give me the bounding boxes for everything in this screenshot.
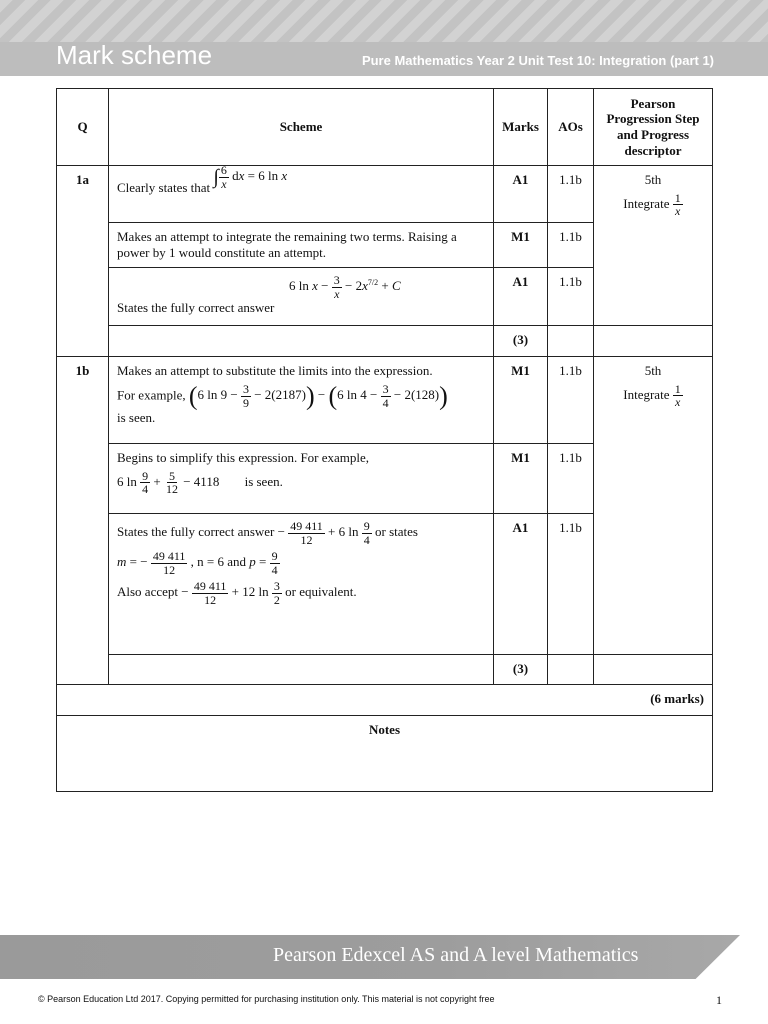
scheme-cell [109, 163, 494, 223]
scheme-text: , n = 6 and [190, 554, 246, 570]
copyright-notice: © Pearson Education Ltd 2017. Copying permitted for purchasing institution only. This material is not copyright free [38, 994, 495, 1004]
scheme-text: or equivalent. [285, 584, 357, 600]
header-q: Q [57, 89, 109, 166]
progression-cell [594, 166, 713, 326]
mark-cell: A1 [494, 268, 548, 326]
scheme-cell [109, 357, 494, 444]
mark-cell: A1 [494, 166, 548, 223]
scheme-text: is seen. [117, 409, 156, 425]
progression-descriptor: Integrate [623, 386, 670, 402]
scheme-text: For example, [117, 387, 186, 403]
ao-cell: 1.1b [548, 166, 594, 223]
page-title: Mark scheme [56, 40, 213, 70]
mark-cell: A1 [494, 514, 548, 655]
footer-brand: Pearson Edexcel AS and A level Mathematics [273, 944, 639, 966]
notes-heading: Notes [57, 716, 713, 792]
notes-row [57, 716, 713, 792]
header-scheme: Scheme [109, 89, 494, 166]
ao-cell: 1.1b [548, 268, 594, 326]
scheme-cell [109, 444, 494, 514]
scheme-text: Also accept [117, 584, 179, 600]
mark-cell: M1 [494, 223, 548, 268]
scheme-text: is seen. [244, 473, 283, 489]
question-label-1a: 1a [57, 166, 109, 357]
scheme-text: Clearly states that [117, 180, 211, 196]
header-pearson-descriptor: Pearson Progression Step and Progress descriptor [594, 89, 713, 166]
table-row [57, 166, 713, 223]
ao-cell: 1.1b [548, 223, 594, 268]
question-label-1b: 1b [57, 357, 109, 685]
subtotal-cell: (3) [494, 326, 548, 357]
scheme-cell [109, 514, 494, 655]
table-row [57, 685, 713, 716]
page-number: 1 [716, 993, 722, 1007]
header-marks: Marks [494, 89, 548, 166]
ao-cell: 1.1b [548, 514, 594, 655]
math-one-over-x: $\frac{1}{x}$ [674, 190, 681, 219]
scheme-text: States the fully correct answer [117, 524, 275, 540]
mark-scheme-table [56, 88, 713, 792]
math-final-answer: − $\frac{49 411}{12}$ + 6 ln $\frac{9}{4}$ [277, 519, 370, 547]
progression-cell [594, 357, 713, 655]
ao-cell: 1.1b [548, 444, 594, 514]
scheme-text: or states [375, 524, 418, 540]
mark-cell: M1 [494, 357, 548, 444]
math-one-over-x: $\frac{1}{x}$ [674, 381, 681, 410]
progression-step: 5th [644, 172, 662, 187]
math-answer-1a: 6 ln x − $\frac{3}{x}$ − $2x^{7/2} + C$ [289, 273, 401, 301]
scheme-text: Makes an attempt to integrate the remaining two terms. Raising a power by 1 would constitute an attempt. [109, 223, 494, 268]
table-row [57, 655, 713, 685]
math-m-p-values: m = − $\frac{49 411}{12}$ [117, 549, 186, 577]
header-aos: AOs [548, 89, 594, 166]
mark-cell: M1 [494, 444, 548, 514]
ao-cell: 1.1b [548, 357, 594, 444]
scheme-text: Makes an attempt to substitute the limits into the expression. [117, 363, 433, 378]
progression-descriptor: Integrate [623, 195, 670, 211]
scheme-text: Begins to simplify this expression. For example, [117, 450, 370, 465]
page-subtitle: Pure Mathematics Year 2 Unit Test 10: Integration (part 1) [361, 53, 714, 68]
math-p-value: p = $\frac{9}{4}$ [249, 549, 278, 577]
scheme-cell [109, 268, 494, 326]
table-row [57, 326, 713, 357]
math-substitution: (6 ln 9 − $\frac{3}{9}$ − 2(2187)) − (6 ln 4 − $\frac{3}{4}$ − 2(128)) [188, 381, 448, 411]
math-simplify: 6 ln $\frac{9}{4}$ + $\frac{5}{12}$ − 4118 [117, 468, 223, 497]
math-integral-6-over-x: ∫ $\frac{6}{x}$ dx = 6 ln x [213, 163, 288, 191]
table-header-row [57, 89, 713, 166]
math-alternative-answer: − $\frac{49 411}{12}$ + 12 ln $\frac{3}{2}$ [181, 579, 280, 607]
table-row [57, 357, 713, 444]
subtotal-cell: (3) [494, 655, 548, 685]
scheme-text: States the fully correct answer [117, 300, 275, 316]
total-marks: (6 marks) [57, 685, 713, 716]
progression-step: 5th [644, 363, 662, 378]
